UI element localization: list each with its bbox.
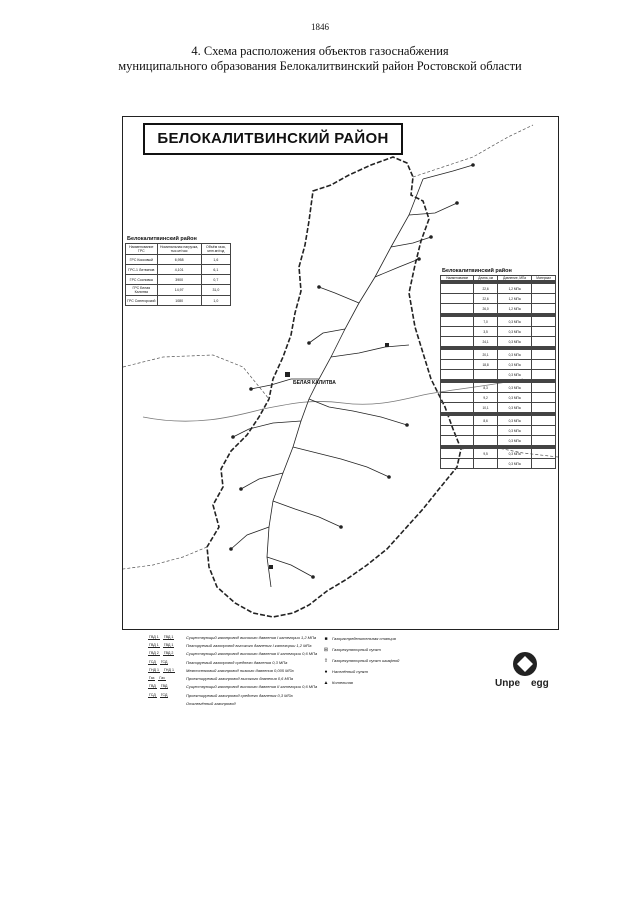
legend-code: ГВД 1 bbox=[149, 642, 159, 647]
table-cell bbox=[441, 294, 474, 304]
city-label: БЕЛАЯ КАЛИТВА bbox=[293, 380, 336, 386]
district-boundary bbox=[207, 157, 461, 617]
table-cell bbox=[532, 416, 556, 426]
table-cell bbox=[532, 304, 556, 314]
legend-code: ГСД bbox=[160, 659, 168, 664]
table-cell: 20,1 bbox=[474, 350, 498, 360]
table-row bbox=[126, 275, 231, 285]
legend-text: Проектируемый газопровод среднего давления 0,3 МПа bbox=[186, 692, 293, 698]
table-cell bbox=[441, 327, 474, 337]
map-legend bbox=[148, 633, 448, 707]
table-cell bbox=[441, 304, 474, 314]
table-row bbox=[441, 317, 556, 327]
legend-lines bbox=[148, 633, 323, 708]
company-logo bbox=[495, 650, 555, 694]
table-row bbox=[441, 436, 556, 446]
table-cell: 26,0 bbox=[474, 304, 498, 314]
table-row bbox=[441, 360, 556, 370]
legend-code: ГВД bbox=[160, 684, 168, 689]
legend-code: ГСД bbox=[160, 692, 168, 697]
table-cell: 1,6 bbox=[201, 255, 230, 265]
legend-item bbox=[148, 633, 323, 641]
legend-item bbox=[148, 650, 323, 658]
table-cell bbox=[532, 337, 556, 347]
legend-code: ГСД bbox=[149, 692, 156, 697]
table-row bbox=[126, 296, 231, 306]
table-row bbox=[441, 383, 556, 393]
legend-item bbox=[320, 655, 450, 666]
table-cell bbox=[441, 370, 474, 380]
table-row bbox=[126, 265, 231, 275]
legend-code: Газ bbox=[149, 676, 155, 681]
table-row bbox=[441, 449, 556, 459]
table-row bbox=[441, 294, 556, 304]
legend-item bbox=[148, 683, 323, 691]
table-cell bbox=[532, 449, 556, 459]
legend-line-sample bbox=[148, 684, 186, 689]
legend-item bbox=[320, 677, 450, 688]
table-cell bbox=[474, 426, 498, 436]
table-cell: 0,3 МПа bbox=[497, 337, 532, 347]
table-cell bbox=[441, 403, 474, 413]
table-cell: 31,0 bbox=[201, 285, 230, 296]
legend-code: ГНД 1 bbox=[149, 667, 159, 672]
legend-symbol-icon: ⇧ bbox=[323, 657, 329, 664]
table-cell: 1,2 МПа bbox=[497, 304, 532, 314]
table-cell: 0,3 МПа bbox=[497, 350, 532, 360]
legend-text: Газорегуляторный пункт bbox=[332, 647, 381, 652]
table-cell: ГРС Синегорский bbox=[126, 296, 158, 306]
table-row bbox=[441, 393, 556, 403]
table-cell: 22,6 bbox=[474, 294, 498, 304]
table-cell bbox=[532, 459, 556, 469]
table-cell bbox=[532, 393, 556, 403]
legend-item bbox=[320, 633, 450, 644]
table-cell bbox=[532, 317, 556, 327]
pipeline-network bbox=[231, 165, 473, 587]
table-row bbox=[441, 459, 556, 469]
legend-line-sample bbox=[148, 635, 186, 640]
table-cell bbox=[532, 294, 556, 304]
table-cell: 0,3 МПа bbox=[497, 360, 532, 370]
table-row bbox=[441, 426, 556, 436]
table-cell bbox=[441, 426, 474, 436]
table-cell: 10,1 bbox=[474, 403, 498, 413]
table-cell: 9,5 bbox=[474, 449, 498, 459]
table-cell bbox=[474, 370, 498, 380]
legend-text: Населённый пункт bbox=[332, 669, 369, 674]
legend-line-sample bbox=[148, 660, 186, 665]
table-cell: 6,1 bbox=[201, 265, 230, 275]
right-table-header: Материал bbox=[532, 276, 556, 281]
legend-code: ГВД bbox=[149, 684, 156, 689]
table-cell bbox=[441, 449, 474, 459]
legend-text: Планируемый газопровод среднего давления 0,3 МПа bbox=[186, 659, 288, 665]
legend-symbol-icon: ⊞ bbox=[323, 646, 329, 653]
table-cell: ГРС Коксовый bbox=[126, 255, 158, 265]
table-cell: ГРС Сосновка bbox=[126, 275, 158, 285]
legend-line-sample bbox=[148, 651, 186, 656]
right-table-header: Наименование bbox=[441, 276, 474, 281]
title-line-1: 4. Схема расположения объектов газоснабжения bbox=[191, 44, 449, 58]
table-row bbox=[441, 416, 556, 426]
legend-item bbox=[148, 691, 323, 699]
table-cell bbox=[441, 416, 474, 426]
table-cell: 0,3 МПа bbox=[497, 449, 532, 459]
left-table-header: Номинальная нагрузка, тыс.м³/час bbox=[157, 244, 201, 255]
table-cell: 22,6 bbox=[474, 284, 498, 294]
table-cell: 0,3 МПа bbox=[497, 416, 532, 426]
legend-symbol-icon: ● bbox=[324, 668, 328, 675]
table-cell: 8,3 bbox=[474, 383, 498, 393]
legend-line-sample bbox=[148, 676, 186, 681]
table-row bbox=[441, 337, 556, 347]
table-cell bbox=[441, 360, 474, 370]
legend-line-sample bbox=[148, 643, 186, 648]
legend-text: Существующий газопровод высокого давления II категории 0,6 МПа bbox=[186, 684, 318, 690]
table-cell: 14,97 bbox=[157, 285, 201, 296]
table-cell bbox=[441, 350, 474, 360]
legend-code: ГВД 2 bbox=[163, 651, 174, 656]
neighbor-boundary-south bbox=[123, 547, 207, 569]
legend-text: Отключённый газопровод bbox=[186, 701, 236, 707]
legend-text: Газораспределительная станция bbox=[332, 636, 396, 641]
legend-symbol-icon: ■ bbox=[324, 635, 328, 642]
table-cell: 1080 bbox=[157, 296, 201, 306]
table-row bbox=[441, 284, 556, 294]
legend-code: ГВД 1 bbox=[163, 634, 174, 639]
table-cell bbox=[441, 436, 474, 446]
table-cell: 0,3 МПа bbox=[497, 383, 532, 393]
legend-code: ГСД bbox=[149, 659, 156, 664]
page-number: 1846 bbox=[311, 22, 329, 32]
table-cell bbox=[532, 426, 556, 436]
table-cell bbox=[532, 436, 556, 446]
table-cell bbox=[441, 284, 474, 294]
legend-text: Котельная bbox=[332, 680, 353, 685]
table-cell bbox=[441, 393, 474, 403]
table-cell: 8,6 bbox=[474, 416, 498, 426]
table-cell bbox=[532, 383, 556, 393]
left-table-header: Объём газа, млн.м³/год bbox=[201, 244, 230, 255]
table-cell bbox=[532, 403, 556, 413]
right-table-title: Белокалитвинский район bbox=[442, 268, 512, 274]
table-cell bbox=[441, 337, 474, 347]
table-cell bbox=[532, 327, 556, 337]
table-cell: 1,2 МПа bbox=[497, 284, 532, 294]
table-cell bbox=[474, 436, 498, 446]
legend-item bbox=[320, 666, 450, 677]
legend-item bbox=[320, 644, 450, 655]
left-table-header: Наименование ГРС bbox=[126, 244, 158, 255]
table-row bbox=[441, 327, 556, 337]
table-cell: 0,7 bbox=[201, 275, 230, 285]
table-row bbox=[441, 403, 556, 413]
left-table-title: Белокалитвинский район bbox=[127, 236, 197, 242]
legend-symbols bbox=[320, 633, 450, 688]
right-pipelines-table bbox=[440, 267, 556, 469]
table-row bbox=[441, 370, 556, 380]
legend-code: ГВД 1 bbox=[163, 642, 174, 647]
table-row bbox=[441, 350, 556, 360]
legend-item bbox=[148, 699, 323, 707]
legend-item bbox=[148, 641, 323, 649]
table-cell: 0,3 МПа bbox=[497, 393, 532, 403]
table-cell: 9,2 bbox=[474, 393, 498, 403]
table-cell: ГРС-1 Литвинов bbox=[126, 265, 158, 275]
legend-code: ГВД 1 bbox=[149, 634, 159, 639]
table-cell: 3900 bbox=[157, 275, 201, 285]
table-cell: 7,0 bbox=[474, 317, 498, 327]
legend-text: Планируемый газопровод высокого давления I категории 1,2 МПа bbox=[186, 642, 312, 648]
table-cell bbox=[441, 459, 474, 469]
table-row bbox=[126, 255, 231, 265]
table-row bbox=[441, 304, 556, 314]
table-cell: 1,2 МПа bbox=[497, 294, 532, 304]
right-table-header: Давление, МПа bbox=[497, 276, 532, 281]
region-title-box: БЕЛОКАЛИТВИНСКИЙ РАЙОН bbox=[143, 123, 403, 155]
legend-code: ГВД 2 bbox=[149, 651, 159, 656]
legend-code: Газ bbox=[159, 676, 165, 681]
legend-line-sample bbox=[148, 693, 186, 698]
table-cell: 0,3 МПа bbox=[497, 436, 532, 446]
legend-text: Существующий газопровод высокого давления I категории 1,2 МПа bbox=[186, 634, 317, 640]
table-cell: 6,958 bbox=[157, 255, 201, 265]
settlement-markers bbox=[229, 163, 475, 579]
table-cell bbox=[474, 459, 498, 469]
legend-text: Существующий газопровод высокого давления II категории 0,6 МПа bbox=[186, 651, 318, 657]
table-row bbox=[126, 285, 231, 296]
table-cell bbox=[532, 284, 556, 294]
table-cell bbox=[532, 360, 556, 370]
neighbor-boundary-west bbox=[123, 355, 269, 399]
neighbor-boundary-north bbox=[413, 125, 533, 177]
right-table-header: Длина, км bbox=[474, 276, 498, 281]
table-cell: 18,8 bbox=[474, 360, 498, 370]
table-cell: 0,3 МПа bbox=[497, 459, 532, 469]
table-cell bbox=[532, 350, 556, 360]
document-title bbox=[40, 44, 600, 74]
table-cell bbox=[441, 383, 474, 393]
logo-word-left: Unpe bbox=[495, 678, 520, 689]
table-cell bbox=[532, 370, 556, 380]
legend-line-sample bbox=[148, 668, 186, 673]
legend-item bbox=[148, 658, 323, 666]
legend-symbol-icon: ▲ bbox=[323, 679, 329, 686]
table-cell: 0,3 МПа bbox=[497, 370, 532, 380]
table-cell bbox=[441, 317, 474, 327]
table-cell: ГРС Белая Калитва bbox=[126, 285, 158, 296]
map-frame[interactable] bbox=[122, 116, 559, 630]
legend-text: Газорегуляторный пункт шкафной bbox=[332, 658, 400, 663]
table-cell: 24,1 bbox=[474, 337, 498, 347]
left-stations-table bbox=[125, 235, 231, 306]
table-cell: 0,3 МПа bbox=[497, 426, 532, 436]
title-line-2: муниципального образования Белокалитвинский район Ростовской области bbox=[118, 59, 522, 73]
legend-text: Проектируемый газопровод высокого давления 0,6 МПа bbox=[186, 676, 293, 682]
table-cell: 4,101 bbox=[157, 265, 201, 275]
legend-text: Межпоселковый газопровод низкого давления 0,005 МПа bbox=[186, 667, 294, 673]
legend-code: ГНД 1 bbox=[163, 667, 174, 672]
table-cell: 0,3 МПа bbox=[497, 327, 532, 337]
table-cell: 0,3 МПа bbox=[497, 403, 532, 413]
legend-item bbox=[148, 666, 323, 674]
table-cell: 3,5 bbox=[474, 327, 498, 337]
table-cell: 1,0 bbox=[201, 296, 230, 306]
legend-item bbox=[148, 674, 323, 682]
table-cell: 0,3 МПа bbox=[497, 317, 532, 327]
logo-word-right: egg bbox=[531, 678, 549, 689]
